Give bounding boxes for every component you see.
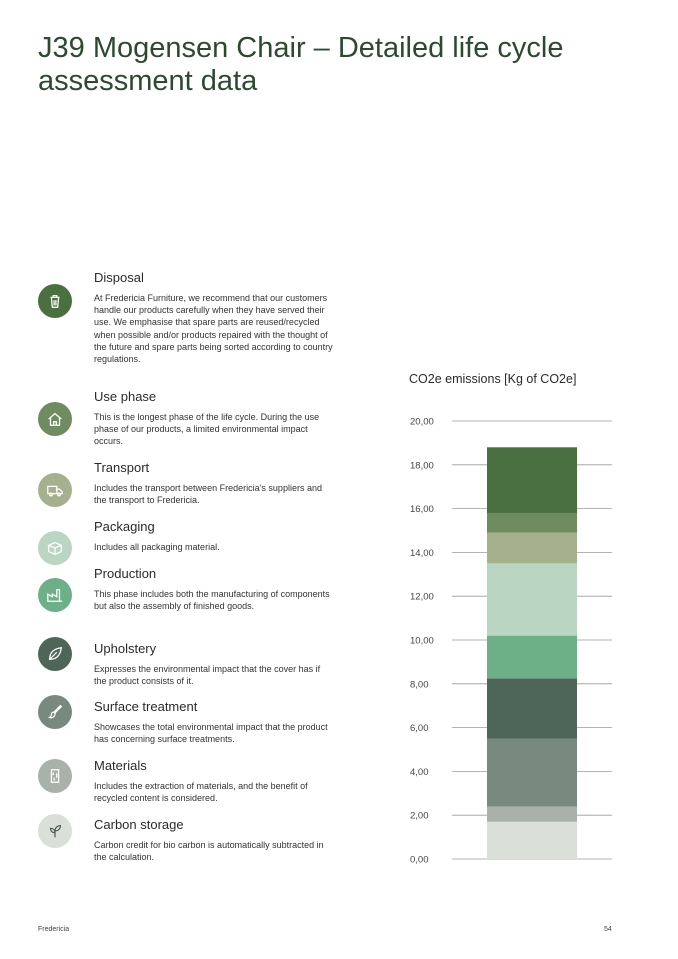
legend-description: Includes the transport between Fredericia’s suppliers and the transport to Fredericia. [94,483,322,506]
page-number: 54 [604,926,612,933]
wood-icon [38,759,72,793]
page-title: J39 Mogensen Chair – Detailed life cycle assessment data [38,32,564,97]
legend-title: Use phase [94,389,157,404]
legend-description: Includes all packaging material. [94,542,220,552]
y-tick-label: 6,00 [410,723,429,735]
legend-title: Packaging [94,519,155,534]
y-tick-label: 8,00 [410,679,429,691]
bar-segment-surface-treatment [487,739,577,807]
y-tick-label: 14,00 [410,547,434,559]
trash-icon [38,284,72,318]
house-icon [38,402,72,436]
y-tick-label: 4,00 [410,766,429,778]
truck-icon [38,473,72,507]
y-tick-label: 16,00 [410,504,434,516]
y-tick-label: 0,00 [410,854,429,866]
legend-description: Showcases the total environmental impact that the product has concerning surface treatments. [94,722,328,745]
bar-segment-production [487,636,577,679]
co2e-stacked-bar-chart [400,400,620,870]
legend-description: Includes the extraction of materials, and the benefit of recycled content is considered. [94,781,308,804]
box-icon [38,531,72,565]
legend-title: Disposal [94,270,144,285]
y-tick-label: 10,00 [410,635,434,647]
legend-description: Expresses the environmental impact that the cover has if the product consists of it. [94,664,321,687]
bar-segment-packaging [487,563,577,635]
legend-description: This is the longest phase of the life cycle. During the use phase of our products, a limited environmental impact occurs. [94,412,320,447]
leaf-icon [38,637,72,671]
bar-segment-use-phase [487,513,577,533]
bar-segment-transport [487,533,577,564]
bar-segment-materials [487,806,577,821]
legend-description: At Fredericia Furniture, we recommend that our customers handle our products carefully when they have served their use. We emphasise that spare parts are reused/recycled when possible and/or products repaired with the thought of the future and spare parts being sorted according to country regulations. [94,293,333,365]
factory-icon [38,578,72,612]
legend-title: Materials [94,758,147,773]
legend-title: Carbon storage [94,817,184,832]
y-tick-label: 20,00 [410,416,434,428]
y-tick-label: 12,00 [410,591,434,603]
legend-description: Carbon credit for bio carbon is automatically subtracted in the calculation. [94,840,324,863]
y-tick-label: 2,00 [410,810,429,822]
legend-title: Transport [94,460,150,475]
bar-segment-carbon-storage [487,822,577,859]
bar-segment-upholstery [487,678,577,738]
y-tick-label: 18,00 [410,460,434,472]
bar-segment-disposal [487,447,577,513]
legend-title: Upholstery [94,641,157,656]
legend-description: This phase includes both the manufacturing of components but also the assembly of finished goods. [94,589,330,612]
chart-title: CO2e emissions [Kg of CO2e] [409,372,577,386]
footer-brand: Fredericia [38,926,70,933]
sprout-icon [38,814,72,848]
legend-title: Production [94,566,157,581]
legend-title: Surface treatment [94,699,198,714]
brush-icon [38,695,72,729]
